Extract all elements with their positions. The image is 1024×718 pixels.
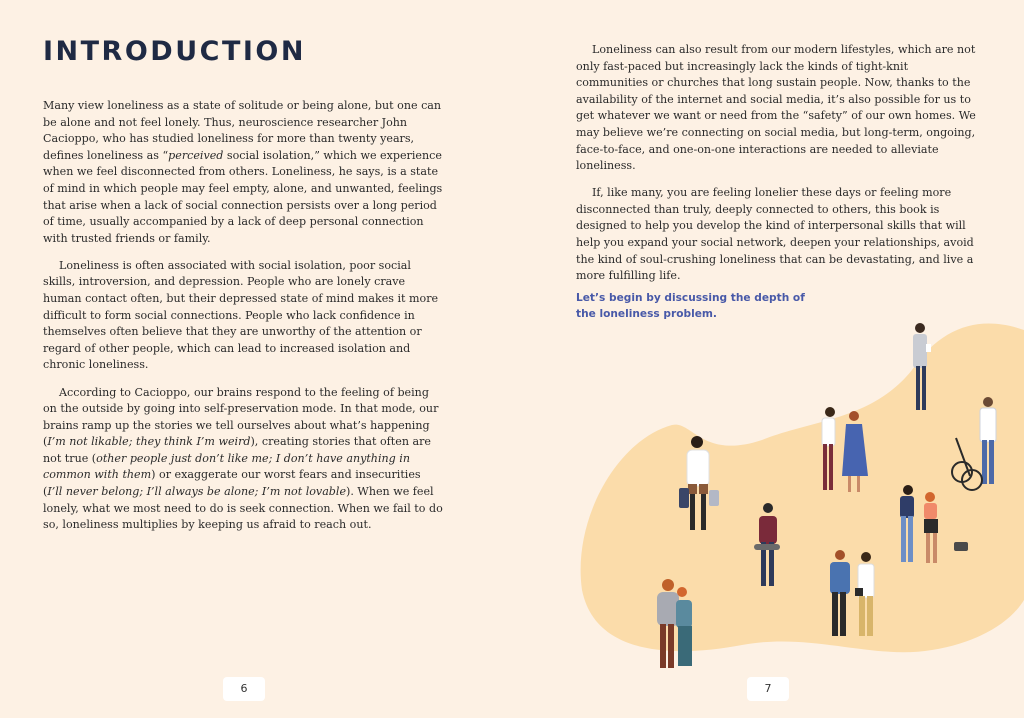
page-number-left: 6	[223, 677, 265, 701]
person-huggers	[657, 579, 692, 668]
left-paragraph-3: According to Cacioppo, our brains respond to the feeling of being on the outside by going into self-preservation mode. In that mode, our brains ramp up the stories we tell ourselves about what’s happening (I’m not likable; they think I’m weird), creating stories that often are not true (other people just don’t like me; I don’t have anything in common with them) or exaggerate our worst fears and insecurities (I’ll never belong; I’ll always be alone; I’m not lovable). When we feel lonely, what we most need to do is seek connection. When we fail to do so, loneliness multiplies by keeping us afraid to reach out.	[43, 385, 443, 532]
page-number-right: 7	[747, 677, 789, 701]
left-body	[43, 98, 443, 544]
left-paragraph-1: Many view loneliness as a state of solitude or being alone, but one can be alone and not feel lonely. Thus, neuroscience researcher John Cacioppo, who has studied loneliness for more than twenty years, defines loneliness as “perceived social isolation,” which we experience when we feel disconnected from others. Loneliness, he says, is a state of mind in which people may feel empty, alone, and unwanted, feelings that arise when a lack of social connection persists over a long period of time, usually accompanied by a lack of deep personal connection with trusted friends or family.	[43, 99, 443, 245]
right-paragraph-2: If, like many, you are feeling lonelier these days or feeling more disconnected than truly, deeply connected to others, this book is designed to help you develop the kind of interpersonal skills that will help you expand your social network, deepen your relationships, avoid the kind of soul-crushing loneliness that can be devastating, and live a more fulfilling life.	[576, 186, 974, 283]
right-page	[512, 0, 1024, 718]
right-paragraph-1: Loneliness can also result from our modern lifestyles, which are not only fast-paced but increasingly lack the kinds of tight-knit communities or churches that long sustain people. Now, thanks to the availability of the internet and social media, it’s also possible for us to get whatever we want or need from the “safety” of our own homes. We may believe we’re connecting on social media, but long-term, ongoing, face-to-face, and one-on-one interactions are needed to alleviate loneliness.	[576, 43, 976, 173]
page-title: INTRODUCTION	[43, 36, 306, 67]
illustration-blob	[581, 323, 1024, 652]
right-body	[576, 42, 981, 295]
callout-text: Let’s begin by discussing the depth of the loneliness problem.	[576, 292, 805, 320]
left-paragraph-2: Loneliness is often associated with social isolation, poor social skills, introversion, and depression. People who are lonely crave human contact often, but their depressed state of mind makes it more difficult to form social connections. People who lack confidence in themselves often believe that they are unworthy of the attention or regard of other people, which can lead to increased isolation and chronic loneliness.	[43, 258, 439, 372]
